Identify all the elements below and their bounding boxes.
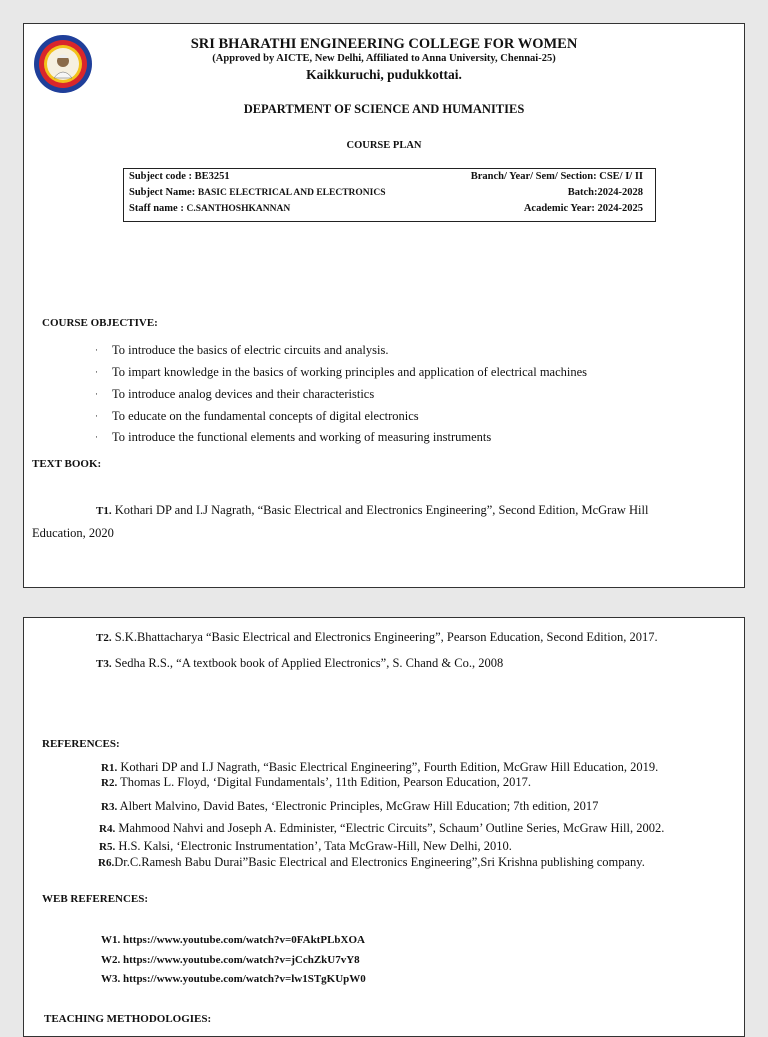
- textbook-key: T3.: [96, 658, 112, 670]
- batch-value: Batch:2024-2028: [567, 187, 643, 198]
- objective-item: [95, 387, 715, 403]
- textbook-key: T1.: [96, 505, 112, 517]
- reference-key: R3.: [101, 801, 118, 813]
- web-reference-link[interactable]: W3. https://www.youtube.com/watch?v=lw1STgKUpW0: [101, 973, 366, 985]
- bullet-icon: ·: [95, 411, 98, 421]
- reference-key: R5.: [99, 841, 116, 853]
- textbook-t2: [96, 630, 658, 645]
- text-book-heading: TEXT BOOK:: [32, 458, 102, 470]
- objective-text: To educate on the fundamental concepts of digital electronics: [112, 409, 419, 423]
- reference-text: H.S. Kalsi, ‘Electronic Instrumentation’, Tata McGraw-Hill, New Delhi, 2010.: [115, 839, 512, 853]
- subject-code-label: Subject code :: [129, 171, 195, 182]
- subject-name-value: BASIC ELECTRICAL AND ELECTRONICS: [197, 188, 386, 198]
- web-reference-link[interactable]: W1. https://www.youtube.com/watch?v=0FAktPLbXOA: [101, 934, 365, 946]
- web-reference-link[interactable]: W2. https://www.youtube.com/watch?v=jCchZkU7vY8: [101, 954, 360, 966]
- bullet-icon: ·: [95, 432, 98, 442]
- subject-code-value: BE3251: [194, 171, 230, 182]
- reference-text: Dr.C.Ramesh Babu Durai”Basic Electrical and Electronics Engineering”,Sri Krishna publishing company.: [114, 855, 645, 869]
- document-page-2: [23, 617, 745, 1037]
- reference-key: R4.: [99, 823, 116, 835]
- reference-text: Thomas L. Floyd, ‘Digital Fundamentals’, 11th Edition, Pearson Education, 2017.: [117, 775, 532, 789]
- textbook-text: Sedha R.S., “A textbook book of Applied Electronics”, S. Chand & Co., 2008: [111, 656, 504, 670]
- objective-item: [95, 430, 715, 446]
- reference-item: [101, 760, 658, 775]
- bullet-icon: ·: [95, 345, 98, 355]
- reference-key: R6.: [98, 857, 115, 869]
- objective-item: [95, 365, 715, 381]
- document-page-1: [23, 23, 745, 588]
- document-title: COURSE PLAN: [346, 140, 422, 151]
- textbook-key: T2.: [96, 632, 112, 644]
- objective-text: To introduce the basics of electric circuits and analysis.: [112, 343, 389, 357]
- textbook-t3: [96, 656, 503, 671]
- reference-key: R1.: [101, 762, 118, 774]
- course-objective-heading: COURSE OBJECTIVE:: [42, 317, 158, 329]
- reference-item: [101, 799, 598, 814]
- staff-name-value: C.SANTHOSHKANNAN: [186, 204, 291, 214]
- reference-item: [99, 821, 664, 836]
- reference-key: R2.: [101, 777, 118, 789]
- web-references-heading: WEB REFERENCES:: [42, 893, 149, 905]
- reference-item: [101, 775, 531, 790]
- college-location: Kaikkuruchi, pudukkottai.: [306, 67, 462, 82]
- teaching-methodologies-heading: TEACHING METHODOLOGIES:: [44, 1013, 212, 1025]
- academic-year-value: Academic Year: 2024-2025: [523, 203, 643, 214]
- objective-item: [95, 343, 715, 359]
- reference-item: [98, 855, 645, 870]
- references-heading: REFERENCES:: [42, 738, 120, 750]
- reference-text: Mahmood Nahvi and Joseph A. Edminister, “Electric Circuits”, Schaum’ Outline Series, McGraw Hill, 2002.: [115, 821, 665, 835]
- subject-name-label: Subject Name:: [129, 187, 198, 198]
- approval-line: (Approved by AICTE, New Delhi, Affiliated to Anna University, Chennai-25): [212, 53, 556, 64]
- college-name: SRI BHARATHI ENGINEERING COLLEGE FOR WOMEN: [190, 36, 578, 52]
- bullet-icon: ·: [95, 389, 98, 399]
- reference-item: [99, 839, 512, 854]
- objective-item: [95, 409, 715, 425]
- reference-text: Albert Malvino, David Bates, ‘Electronic Principles, McGraw Hill Education; 7th edition, 2017: [117, 799, 599, 813]
- textbook-t1-line2: Education, 2020: [32, 526, 114, 540]
- department-name: DEPARTMENT OF SCIENCE AND HUMANITIES: [243, 102, 525, 116]
- objective-text: To introduce analog devices and their characteristics: [112, 387, 375, 401]
- branch-year-sem-section: Branch/ Year/ Sem/ Section: CSE/ I/ II: [470, 171, 643, 182]
- textbook-t1-line1: [96, 503, 648, 518]
- staff-name-label: Staff name :: [129, 203, 187, 214]
- objective-text: To introduce the functional elements and working of measuring instruments: [112, 430, 492, 444]
- textbook-text: Kothari DP and I.J Nagrath, “Basic Electrical and Electronics Engineering”, Second Edition, McGraw Hill: [111, 503, 649, 517]
- objective-text: To impart knowledge in the basics of working principles and application of electrical machines: [112, 365, 588, 379]
- reference-text: Kothari DP and I.J Nagrath, “Basic Electrical Engineering”, Fourth Edition, McGraw Hill Education, 2019.: [117, 760, 659, 774]
- textbook-text: S.K.Bhattacharya “Basic Electrical and Electronics Engineering”, Pearson Education, Second Edition, 2017.: [111, 630, 658, 644]
- bullet-icon: ·: [95, 367, 98, 377]
- course-info-box: [123, 168, 656, 222]
